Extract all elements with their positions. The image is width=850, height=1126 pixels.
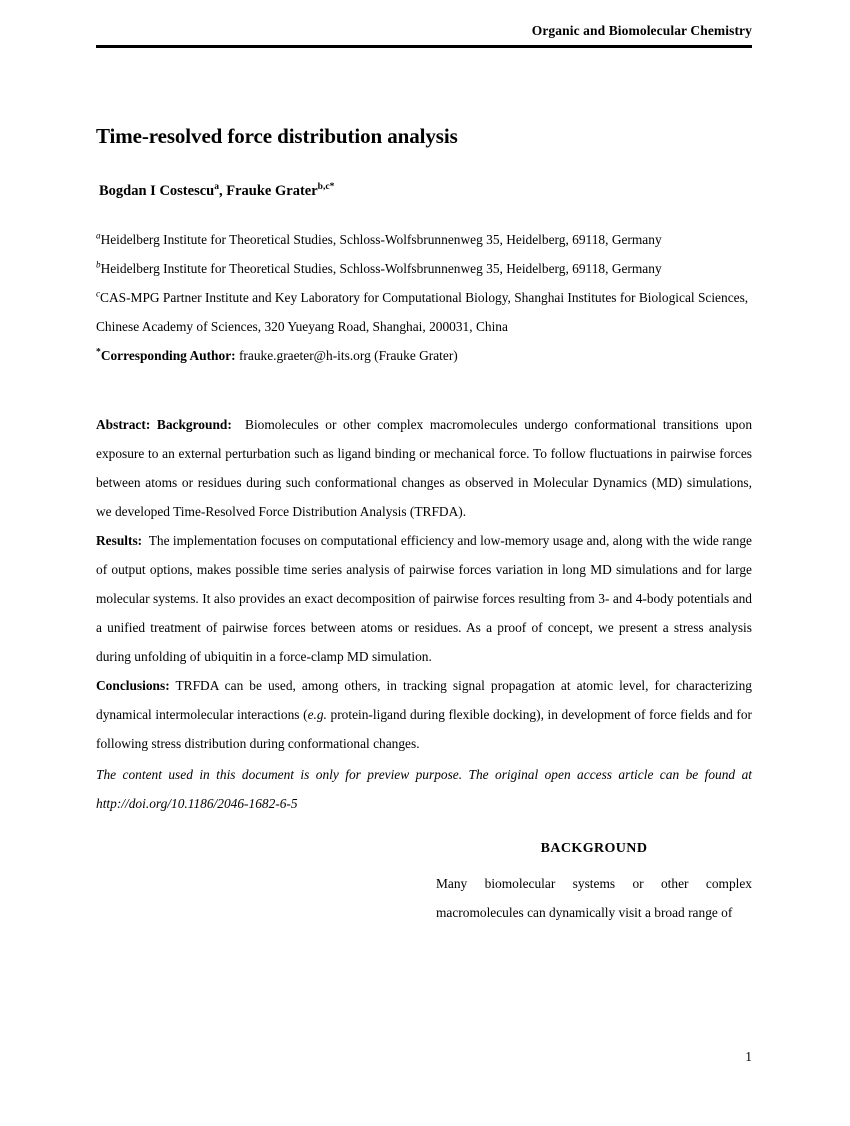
corresponding-author [96,341,752,370]
abstract-conclusions [96,671,752,758]
affiliation-a [96,225,752,254]
author-name-2: Frauke Grater [226,183,318,200]
affiliation-text-c: CAS-MPG Partner Institute and Key Laboratory for Computational Biology, Shanghai Institutes for Biological Sciences, Chinese Academy of Sciences, 320 Yueyang Road, Shanghai, 200031, China [96,290,749,335]
author-separator: , [219,183,227,200]
background-first-paragraph: Many biomolecular systems or other complex macromolecules can dynamically visit a broad range of [436,876,752,921]
abstract-conclusions-text-2: protein-ligand during flexible docking), in development of force fields and for following stress distribution during conformational changes. [96,707,753,752]
author-list [96,183,752,200]
affiliation-mark-a: a [96,230,101,241]
section-heading-background: BACKGROUND [540,841,648,857]
affiliation-block [96,225,752,370]
affiliation-c [96,283,752,341]
page-number: 1 [745,1049,752,1064]
corresponding-star: * [96,346,101,358]
affiliation-mark-b: b [96,259,101,270]
affiliation-text-a: Heidelberg Institute for Theoretical Studies, Schloss-Wolfsbrunnenweg 35, Heidelberg, 69118, Germany [100,232,662,248]
affiliation-mark-c: c [96,288,101,299]
header-rule [96,45,752,48]
corresponding-email: frauke.graeter@h-its.org (Frauke Grater) [238,348,458,364]
corresponding-label: Corresponding Author: [100,348,236,364]
abstract-conclusions-text-1: TRFDA can be used, among others, in tracking signal propagation at atomic level, for characterizing dynamical intermolecular interactions ( [96,678,752,723]
abstract-conclusions-italic: e.g. [307,707,327,723]
author-name-1: Bogdan I Costescu [99,183,215,200]
abstract-background-label: Abstract: Background: [96,417,232,433]
abstract-conclusions-label: Conclusions: [96,678,170,694]
author-affil-marks-2: b,c* [317,181,335,193]
page-content [96,0,752,927]
affiliation-text-b: Heidelberg Institute for Theoretical Studies, Schloss-Wolfsbrunnenweg 35, Heidelberg, 69118, Germany [100,261,662,277]
two-column-body [96,834,752,927]
column-right [436,834,752,927]
journal-title: Organic and Biomolecular Chemistry [531,23,752,38]
abstract-background-text: Biomolecules or other complex macromolecules undergo conformational transitions upon exposure to an external perturbation such as ligand binding or mechanical force. To follow fluctuations in pairwise forces between atoms or residues during such conformational changes as observed in Molecular Dynamics (MD) simulations, we developed Time-Resolved Force Distribution Analysis (TRFDA). [96,417,753,520]
preview-notice-line1: The content used in this document is only for preview purpose. The original open access article can be found [96,767,736,783]
preview-notice-doi: at http://doi.org/10.1186/2046-1682-6-5 [96,767,752,812]
abstract-results-text: The implementation focuses on computational efficiency and low-memory usage and, along with the wide range of output options, makes possible time series analysis of pairwise forces variation in long MD simulations and for large molecular systems. It also provides an exact decomposition of pairwise forces resulting from 3- and 4-body potentials and a unified treatment of pairwise forces between atoms or residues. As a proof of concept, we present a stress analysis during unfolding of ubiquitin in a force-clamp MD simulation. [96,533,752,665]
affiliation-b [96,254,752,283]
preview-notice [96,760,752,818]
abstract-results-label: Results: [96,533,143,549]
running-header [96,0,752,39]
abstract-results [96,526,752,671]
author-affil-marks-1: a [214,181,219,193]
page-title: Time-resolved force distribution analysis [96,123,458,148]
column-left [96,834,412,927]
abstract-background [96,410,752,526]
abstract-section [96,410,752,818]
